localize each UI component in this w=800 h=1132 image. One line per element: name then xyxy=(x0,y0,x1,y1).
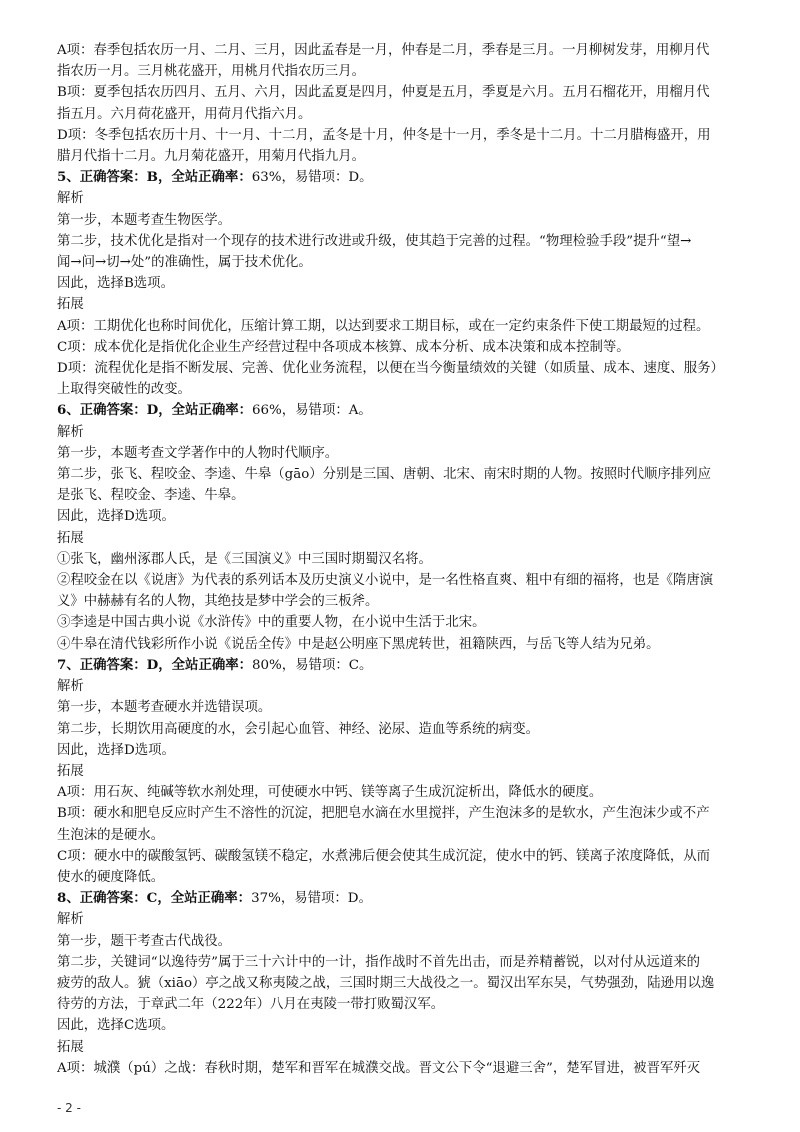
text-line: D项：冬季包括农历十月、十一月、十二月，孟冬是十月，仲冬是十一月，季冬是十二月。十二月腊梅盛开，用 xyxy=(57,127,711,143)
answer-stats: 37%，易错项：D。 xyxy=(251,891,372,907)
text-line: 指五月。六月荷花盛开，用荷月代指六月。 xyxy=(57,106,312,122)
text-line: B项：夏季包括农历四月、五月、六月，因此孟夏是四月，仲夏是五月，季夏是六月。五月石榴花开，用榴月代 xyxy=(57,85,710,101)
text-line: D项：流程优化是指不断发展、完善、优化业务流程，以便在当今衡量绩效的关键（如质量、成本、速度、服务） xyxy=(57,361,724,377)
text-line: 闻→问→切→处”的准确性，属于技术优化。 xyxy=(57,255,312,271)
text-line: C项：成本优化是指优化企业生产经营过程中各项成本核算、成本分析、成本决策和成本控制等。 xyxy=(57,339,630,355)
text-line: 解析 xyxy=(57,424,84,440)
page-number: - 2 - xyxy=(57,1101,81,1115)
answer-label: 5、正确答案：B，全站正确率： xyxy=(57,169,252,186)
text-line: 拓展 xyxy=(57,763,84,779)
text-line: 解析 xyxy=(57,679,84,695)
text-line: 第一步，本题考查生物医学。 xyxy=(57,212,232,228)
document-body xyxy=(57,40,777,1079)
text-line: ①张飞，幽州涿郡人氏，是《三国演义》中三国时期蜀汉名将。 xyxy=(57,551,432,567)
text-line: B项：硬水和肥皂反应时产生不溶性的沉淀，把肥皂水滴在水里搅拌，产生泡沫多的是软水，产生泡沫少或不产 xyxy=(57,806,710,822)
text-line: 上取得突破性的改变。 xyxy=(57,382,191,398)
text-line: C项：硬水中的碳酸氢钙、碳酸氢镁不稳定，水煮沸后便会使其生成沉淀，使水中的钙、镁离子浓度降低，从而 xyxy=(57,848,710,864)
text-line: 第二步，关键词“以逸待劳”属于三十六计中的一计，指作战时不首先出击，而是养精蓄锐，以对付从远道来的 xyxy=(57,954,701,970)
text-line: 因此，选择D选项。 xyxy=(57,742,175,758)
text-line: A项：城濮（pú）之战：春秋时期，楚军和晋军在城濮交战。晋文公下令“退避三舍”，楚军冒进，被晋军歼灭 xyxy=(57,1060,701,1076)
answer-label: 7、正确答案：D，全站正确率： xyxy=(57,656,253,673)
text-line: 第二步，技术优化是指对一个现存的技术进行改进或升级，使其趋于完善的过程。“物理检验手段”提升“望→ xyxy=(57,233,692,249)
answer-stats: 63%，易错项：D。 xyxy=(251,170,373,186)
answer-heading xyxy=(57,167,777,188)
answer-heading xyxy=(57,400,777,421)
text-line: 解析 xyxy=(57,191,84,207)
text-line: 第一步，本题考查硬水并选错误项。 xyxy=(57,700,272,716)
answer-label: 6、正确答案：D，全站正确率： xyxy=(57,402,253,419)
text-line: 生泡沫的是硬水。 xyxy=(57,827,165,843)
text-line: 第一步，题干考查古代战役。 xyxy=(57,933,232,949)
text-line: 使水的硬度降低。 xyxy=(57,869,165,885)
text-line: 第二步，长期饮用高硬度的水，会引起心血管、神经、泌尿、造血等系统的病变。 xyxy=(57,721,540,737)
text-line: 第二步，张飞、程咬金、李逵、牛皋（gāo）分别是三国、唐朝、北宋、南宋时期的人物。按照时代顺序排列应 xyxy=(57,467,711,483)
text-line: 解析 xyxy=(57,912,84,928)
text-line: 拓展 xyxy=(57,530,84,546)
text-line: 第一步，本题考查文学著作中的人物时代顺序。 xyxy=(57,445,339,461)
text-line: 因此，选择D选项。 xyxy=(57,509,175,525)
text-line: 因此，选择B选项。 xyxy=(57,276,174,292)
answer-heading xyxy=(57,655,777,676)
answer-heading xyxy=(57,888,777,909)
text-line: 待劳的方法，于章武二年（222年）八月在夷陵一带打败蜀汉军。 xyxy=(57,997,445,1013)
text-line: A项：工期优化也称时间优化，压缩计算工期，以达到要求工期目标，或在一定约束条件下使工期最短的过程。 xyxy=(57,318,710,334)
text-line: 疲劳的敌人。猇（xiāo）亭之战又称夷陵之战，三国时期三大战役之一。蜀汉出军东吴，气势强劲，陆逊用以逸 xyxy=(57,975,715,991)
text-line: 因此，选择C选项。 xyxy=(57,1018,175,1034)
text-line: 指农历一月。三月桃花盛开，用桃月代指农历三月。 xyxy=(57,64,365,80)
text-line: ④牛皋在清代钱彩所作小说《说岳全传》中是赵公明座下黑虎转世，祖籍陕西，与岳飞等人结为兄弟。 xyxy=(57,636,660,652)
text-line: 腊月代指十二月。九月菊花盛开，用菊月代指九月。 xyxy=(57,149,365,165)
text-line: 是张飞、程咬金、李逵、牛皋。 xyxy=(57,488,245,504)
text-line: 拓展 xyxy=(57,1039,84,1055)
text-line: A项：春季包括农历一月、二月、三月，因此孟春是一月，仲春是二月，季春是三月。一月柳树发芽，用柳月代 xyxy=(57,43,710,58)
text-line: 义》中赫赫有名的人物，其绝技是梦中学会的三板斧。 xyxy=(57,594,379,610)
text-line: A项：用石灰、纯碱等软水剂处理，可使硬水中钙、镁等离子生成沉淀析出，降低水的硬度。 xyxy=(57,785,603,801)
answer-stats: 66%，易错项：A。 xyxy=(252,403,372,419)
text-line: ③李逵是中国古典小说《水浒传》中的重要人物，在小说中生活于北宋。 xyxy=(57,615,486,631)
text-line: 拓展 xyxy=(57,297,84,313)
text-line: ②程咬金在以《说唐》为代表的系列话本及历史演义小说中，是一名性格直爽、粗中有细的福将，也是《隋唐演 xyxy=(57,573,714,589)
answer-stats: 80%，易错项：C。 xyxy=(252,657,373,673)
answer-label: 8、正确答案：C，全站正确率： xyxy=(57,890,252,907)
